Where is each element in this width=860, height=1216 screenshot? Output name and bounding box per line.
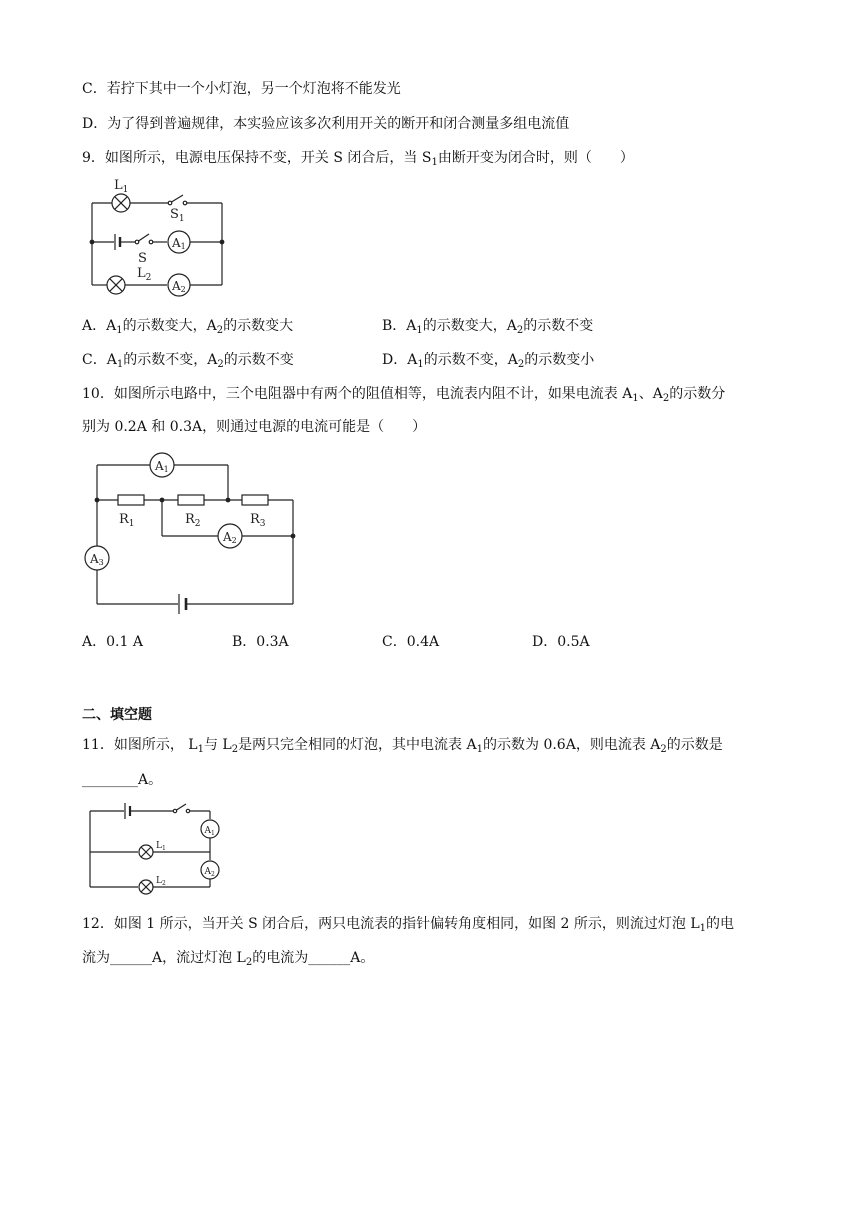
svg-text:A2: A2: [172, 279, 186, 294]
svg-text:A3: A3: [90, 552, 104, 567]
svg-text:A2: $A_2$: [204, 867, 215, 878]
q9-lamp-l1: [112, 194, 130, 212]
q10-stem-line2: 别为 0.2A 和 0.3A，则通过电源的电流可能是（ ）: [82, 419, 427, 435]
q10-ammeter-a2: [218, 524, 242, 548]
q10-ammeter-a3: [85, 546, 109, 570]
q10-circuit-diagram: [80, 450, 305, 610]
q12-stem-line2: 流为______A，流过灯泡 $L_2$的电流为______A。: [82, 950, 375, 968]
q10-option-d: D．0.5A: [532, 634, 590, 650]
q9-battery: [115, 234, 120, 250]
q11-stem-line2: ________A。: [82, 772, 163, 788]
q9-option-b: B．$A_1$的示数变大，$A_2$的示数不变: [382, 318, 594, 336]
q9-ammeter-a1: [168, 231, 190, 253]
q9-label-l1: $L_1$: [114, 178, 129, 195]
q11-switch: [173, 804, 189, 813]
q9-lamp-l2: [107, 276, 125, 294]
q9-switch-s: [135, 234, 153, 244]
q9-switch-s1: [168, 195, 187, 205]
section-title-fill-blank: 二、填空题: [82, 707, 152, 723]
q10-label-r1: $R_1$: [119, 512, 135, 529]
q11-lamp-l1: [139, 845, 153, 859]
q9-ammeter-a2: [168, 274, 190, 296]
svg-text:A2: A2: [223, 530, 237, 545]
q9-option-a: A．$A_1$的示数变大，$A_2$的示数变大: [82, 318, 294, 336]
q10-label-r2: $R_2$: [185, 512, 201, 529]
q11-circuit-diagram: [80, 800, 225, 895]
q11-battery: [125, 803, 130, 819]
q10-stem-line1: 10．如图所示电路中，三个电阻器中有两个的阻值相等，电流表内阻不计，如果电流表 $A_1$、$A_2$的示数分: [82, 386, 726, 404]
q10-option-c: C．0.4A: [382, 634, 440, 650]
q10-option-b: B．0.3A: [232, 634, 289, 650]
svg-text:A1: A1: [172, 236, 186, 251]
q9-option-c: C．$A_1$的示数不变，$A_2$的示数不变: [82, 352, 294, 370]
q8-option-c: C．若拧下其中一个小灯泡，另一个灯泡将不能发光: [82, 81, 401, 97]
q9-stem: 9．如图所示，电源电压保持不变，开关 S 闭合后，当 $S_1$由断开变为闭合时，则（ ）: [82, 150, 634, 168]
q9-label-s1: $S_1$: [170, 207, 185, 224]
q10-ammeter-a1: [150, 453, 174, 477]
q10-resistor-r1: [118, 495, 144, 505]
q10-option-a: A．0.1 A: [82, 634, 143, 650]
q11-stem-line1: 11．如图所示， $L_1$与 $L_2$是两只完全相同的灯泡，其中电流表 $A_1$的示数为 0.6A，则电流表 $A_2$的示数是: [82, 737, 723, 755]
q8-option-d: D．为了得到普遍规律，本实验应该多次利用开关的断开和闭合测量多组电流值: [82, 116, 570, 132]
q11-label-l2: $L_2$: [156, 876, 166, 887]
svg-text:A1: $A_1$: [204, 826, 215, 837]
q11-ammeter-a1: [201, 820, 219, 838]
q12-stem-line1: 12．如图 1 所示，当开关 S 闭合后，两只电流表的指针偏转角度相同，如图 2 所示，则流过灯泡 $L_1$的电: [82, 916, 735, 934]
q11-lamp-l2: [139, 880, 153, 894]
q9-circuit-diagram: [80, 170, 230, 300]
q9-label-l2: $L_2$: [137, 266, 152, 283]
q11-ammeter-a2: [201, 861, 219, 879]
q10-label-r3: $R_3$: [250, 512, 266, 529]
q10-resistor-r3: [242, 495, 268, 505]
q11-label-l1: $L_1$: [156, 841, 166, 852]
q9-label-s: S: [138, 251, 147, 266]
q9-option-d: D．$A_1$的示数不变，$A_2$的示数变小: [382, 352, 595, 370]
svg-text:A1: A1: [155, 459, 169, 474]
q10-battery: [179, 594, 186, 614]
q10-resistor-r2: [178, 495, 204, 505]
